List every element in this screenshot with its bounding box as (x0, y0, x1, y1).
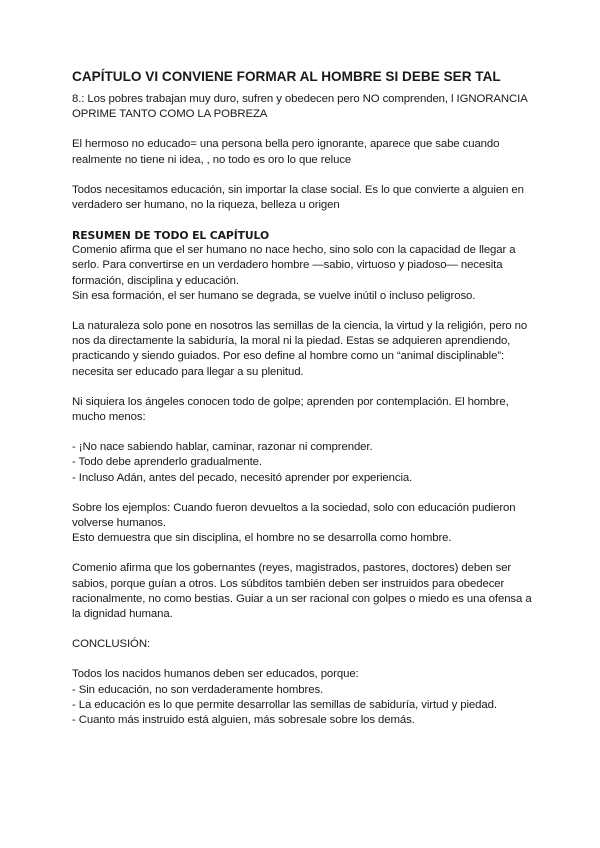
chapter-title: CAPÍTULO VI CONVIENE FORMAR AL HOMBRE SI DEBE SER TAL (72, 69, 501, 84)
hermoso-paragraph: El hermoso no educado= una persona bella pero ignorante, aparece que sabe cuando realmente no tiene ni idea, , no todo es oro lo que reluce (72, 138, 500, 166)
document-page (72, 68, 532, 743)
list-item: - La educación es lo que permite desarrollar las semillas de sabiduría, virtud y piedad. (72, 698, 497, 711)
intro-paragraph: 8.: Los pobres trabajan muy duro, sufren y obedecen pero NO comprenden, l IGNORANCIA OPRIME TANTO COMO LA POBREZA (72, 93, 528, 121)
angeles-paragraph: Ni siquiera los ángeles conocen todo de golpe; aprenden por contemplación. El hombre, mucho menos: (72, 395, 509, 424)
list-item: - Incluso Adán, antes del pecado, necesitó aprender por experiencia. (72, 471, 413, 484)
naturaleza-paragraph: La naturaleza solo pone en nosotros las semillas de la ciencia, la virtud y la religión, pero no nos da directamente la sabiduría, la moral ni la piedad. Estas se adquieren aprendiendo, practicando y siendo guiados. Por eso define al hombre como un “animal disciplinable”: necesita ser educado para llegar a su plenitud. (72, 320, 528, 378)
hombre-list (72, 440, 532, 486)
todos-nacidos-paragraph: Todos los nacidos humanos deben ser educados, porque: (72, 668, 359, 681)
resumen-heading: RESUMEN DE TODO EL CAPÍTULO (72, 229, 270, 243)
todos-paragraph: Todos necesitamos educación, sin importar la clase social. Es lo que convierte a alguien en verdadero ser humano, no la riqueza, belleza u origen (72, 183, 524, 212)
ejemplos-paragraph: Sobre los ejemplos: Cuando fueron devueltos a la sociedad, solo con educación pudieron volverse humanos. (72, 501, 516, 530)
demuestra-paragraph: Esto demuestra que sin disciplina, el hombre no se desarrolla como hombre. (72, 532, 452, 545)
list-item: - ¡No nace sabiendo hablar, caminar, razonar ni comprender. (72, 441, 373, 454)
conclusion-heading: CONCLUSIÓN: (72, 638, 151, 651)
gobernantes-paragraph: Comenio afirma que los gobernantes (reyes, magistrados, pastores, doctores) deben ser sabios, porque guían a otros. Los súbditos también deben ser instruidos para obedecer racionalmente, no como bestias. Guiar a un ser racional con golpes o miedo es una ofensa a la dignidad humana. (72, 562, 532, 621)
list-item: - Todo debe aprenderlo gradualmente. (72, 456, 262, 469)
comenio-paragraph: Comenio afirma que el ser humano no nace hecho, sino solo con la capacidad de llegar a serlo. Para convertirse en un verdadero hombre —sabio, virtuoso y piadoso— necesita formación, disciplina y educación. (72, 244, 516, 287)
list-item: - Cuanto más instruido está alguien, más sobresale sobre los demás. (72, 714, 415, 727)
sin-formacion-paragraph: Sin esa formación, el ser humano se degrada, se vuelve inútil o incluso peligroso. (72, 289, 476, 302)
conclusion-list (72, 683, 532, 729)
list-item: - Sin educación, no son verdaderamente hombres. (72, 683, 324, 696)
